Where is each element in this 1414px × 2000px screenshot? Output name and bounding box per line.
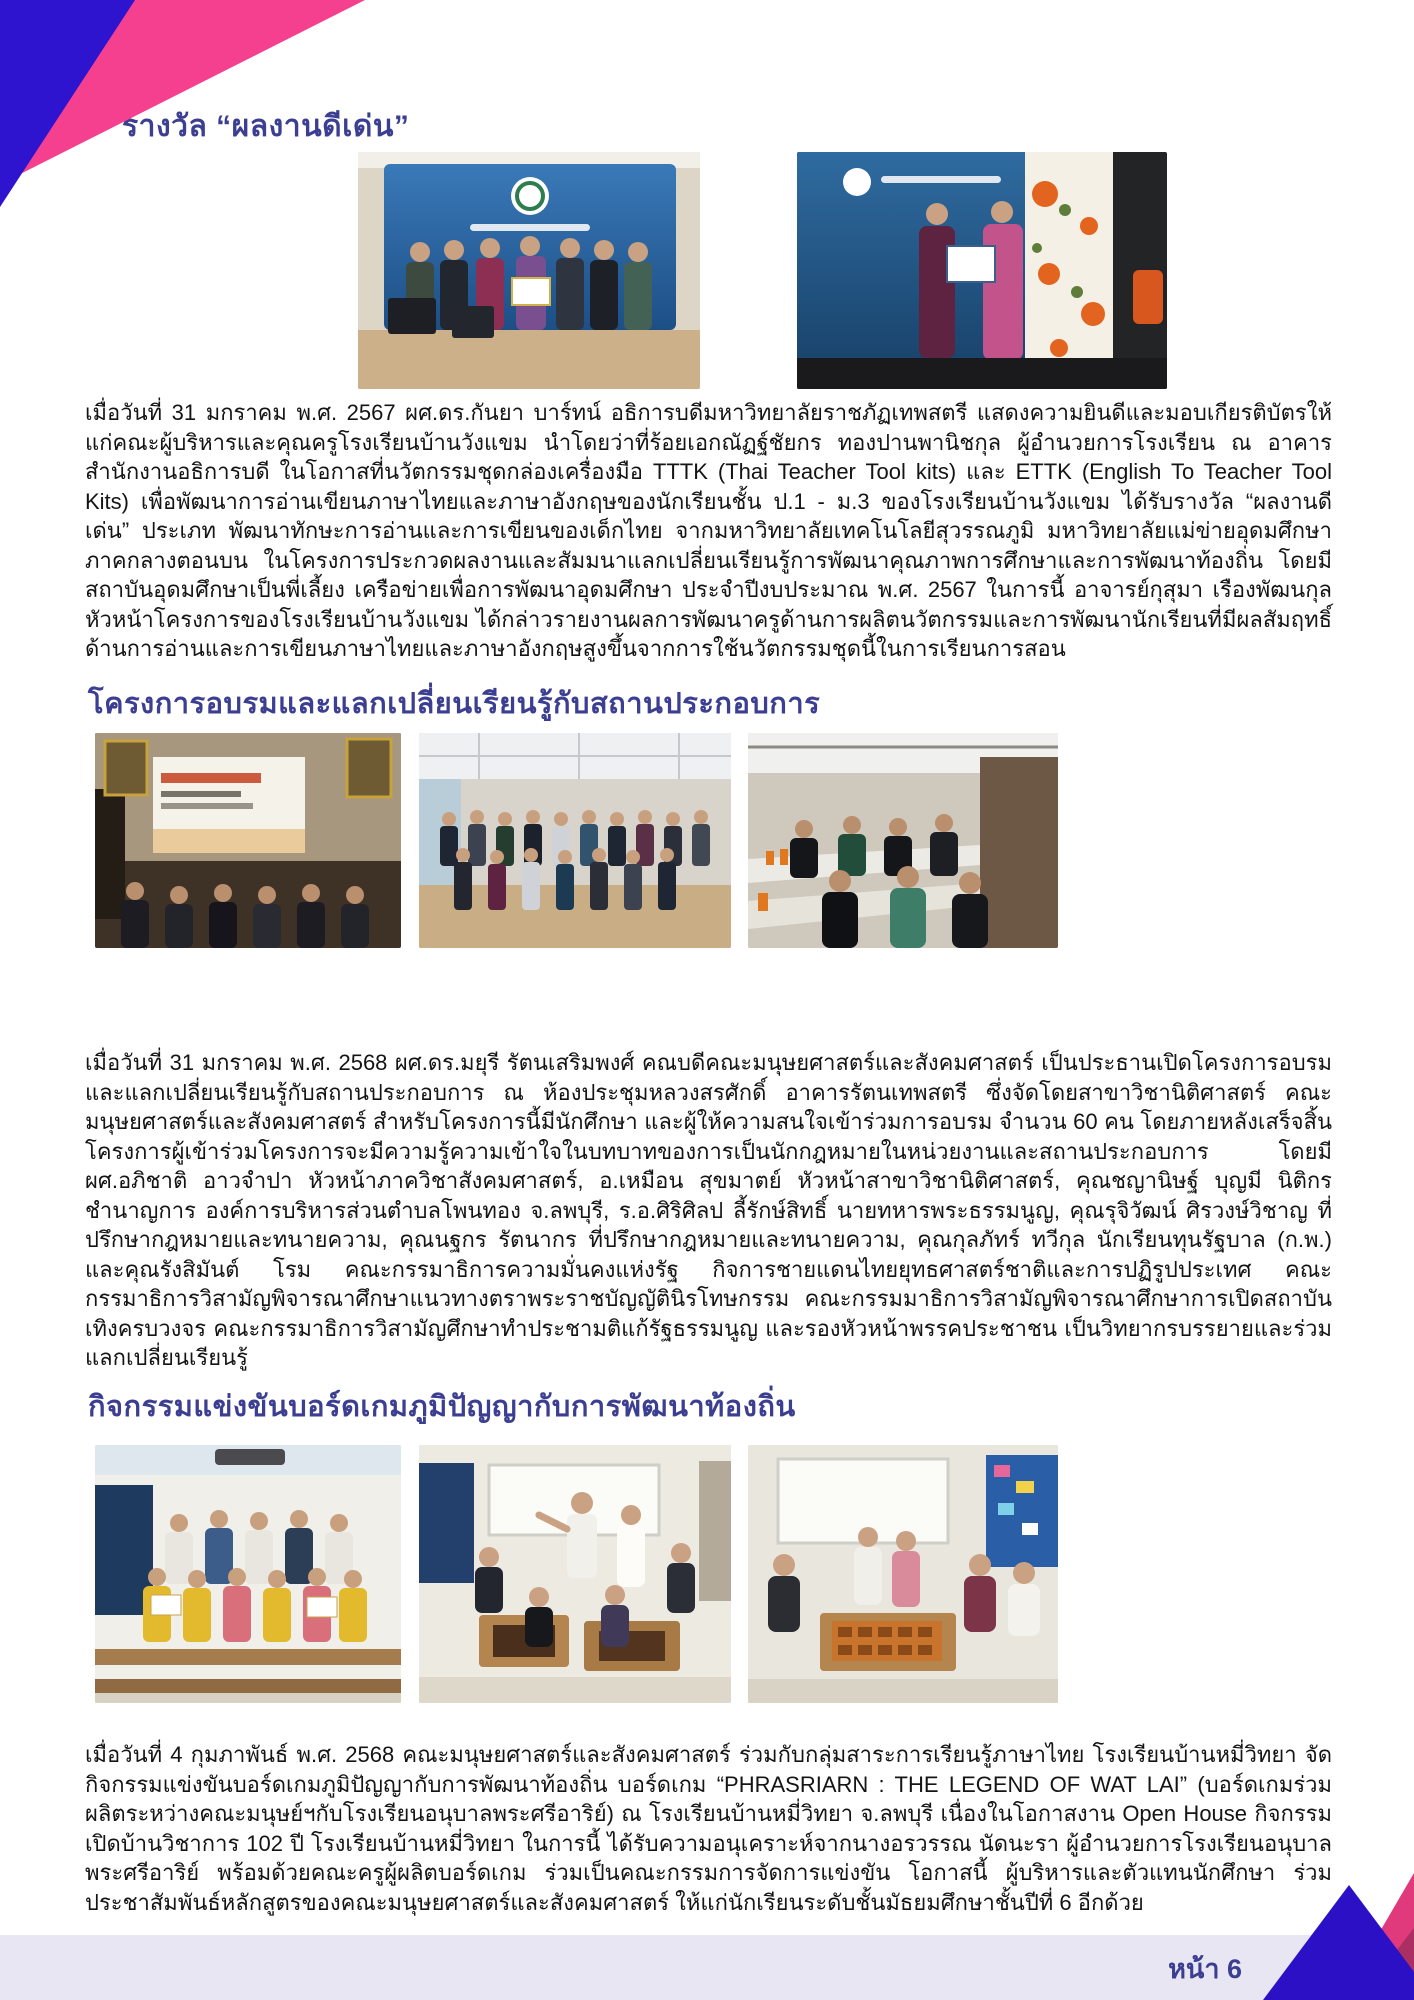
photo-boardgame-play-2-illustration: [748, 1445, 1058, 1703]
photo-seminar-screen: [95, 733, 401, 948]
section-title-boardgame: กิจกรรมแข่งขันบอร์ดเกมภูมิปัญญากับการพัฒนาท้องถิ่น: [88, 1391, 796, 1423]
photo-seminar-audience: [748, 733, 1058, 948]
photo-seminar-audience-illustration: [748, 733, 1058, 948]
page-number-label: หน้า 6: [1168, 1954, 1242, 1984]
photo-seminar-group: [419, 733, 731, 948]
photo-boardgame-class-group-illustration: [95, 1445, 401, 1703]
photo-seminar-group-illustration: [419, 733, 731, 948]
section-body-boardgame: เมื่อวันที่ 4 กุมภาพันธ์ พ.ศ. 2568 คณะมนุษยศาสตร์และสังคมศาสตร์ ร่วมกับกลุ่มสาระการเรียนรู้ภาษาไทย โรงเรียนบ้านหมี่วิทยา จัดกิจกรรมแข่งขันบอร์ดเกมภูมิปัญญากับการพัฒนาท้องถิ่น บอร์ดเกม “PHRASRIARN : THE LEGEND OF WAT LAI” (บอร์ดเกมร่วมผลิตระหว่างคณะมนุษย์ฯกับโรงเรียนอนุบาลพระศรีอาริย์) ณ โรงเรียนบ้านหมี่วิทยา จ.ลพบุรี เนื่องในโอกาสงาน Open House กิจกรรมเปิดบ้านวิชาการ 102 ปี โรงเรียนบ้านหมี่วิทยา ในการนี้ ได้รับความอนุเคราะห์จากนางอรวรรณ นัดนะรา ผู้อำนวยการโรงเรียนอนุบาลพระศรีอาริย์ พร้อมด้วยคณะครูผู้ผลิตบอร์ดเกม ร่วมเป็นคณะกรรมการจัดการแข่งขัน โอกาสนี้ ผู้บริหารและตัวแทนนักศึกษา ร่วมประชาสัมพันธ์หลักสูตรของคณะมนุษยศาสตร์และสังคมศาสตร์ ให้แก่นักเรียนระดับชั้นมัธยมศึกษาชั้นปีที่ 6 อีกด้วย: [85, 1742, 1332, 1915]
photo-award-certificate-illustration: [797, 152, 1167, 389]
section-title-award: รางวัล “ผลงานดีเด่น”: [122, 110, 410, 143]
photo-award-certificate: [797, 152, 1167, 389]
photo-seminar-screen-illustration: [95, 733, 401, 948]
photo-boardgame-play-1: [419, 1445, 731, 1703]
section-body-award: เมื่อวันที่ 31 มกราคม พ.ศ. 2567 ผศ.ดร.กันยา บาร์ทน์ อธิการบดีมหาวิทยาลัยราชภัฏเทพสตรี แสดงความยินดีและมอบเกียรติบัตรให้แก่คณะผู้บริหารและคุณครูโรงเรียนบ้านวังแขม นำโดยว่าที่ร้อยเอกณัฏฐ์ชัยกร ทองปานพานิชกุล ผู้อำนวยการโรงเรียน ณ อาคารสำนักงานอธิการบดี ในโอกาสที่นวัตกรรมชุดกล่องเครื่องมือ TTTK (Thai Teacher Tool kits) และ ETTK (English To Teacher Tool Kits) เพื่อพัฒนาการอ่านเขียนภาษาไทยและภาษาอังกฤษของนักเรียนชั้น ป.1 - ม.3 ของโรงเรียนบ้านวังแขม ได้รับรางวัล “ผลงานดีเด่น” ประเภท พัฒนาทักษะการอ่านและการเขียนของเด็กไทย จากมหาวิทยาลัยเทคโนโลยีสุวรรณภูมิ มหาวิทยาลัยแม่ข่ายอุดมศึกษาภาคกลางตอนบน ในโครงการประกวดผลงานและสัมมนาแลกเปลี่ยนเรียนรู้การพัฒนาคุณภาพการศึกษาและการพัฒนาท้องถิ่น โดยมีสถาบันอุดมศึกษาเป็นพี่เลี้ยง เครือข่ายเพื่อการพัฒนาอุดมศึกษา ประจำปีงบประมาณ พ.ศ. 2567 ในการนี้ อาจารย์กุสุมา เรืองพัฒนกุล หัวหน้าโครงการของโรงเรียนบ้านวังแขม ได้กล่าวรายงานผลการพัฒนาครูด้านการผลิตนวัตกรรมและการพัฒนานักเรียนที่มีผลสัมฤทธิ์ด้านการอ่านและการเขียนภาษาไทยและภาษาอังกฤษสูงขึ้นจากการใช้นวัตกรรมชุดนี้ในการเรียนการสอน: [85, 400, 1332, 661]
section-body-training: เมื่อวันที่ 31 มกราคม พ.ศ. 2568 ผศ.ดร.มยุรี รัตนเสริมพงศ์ คณบดีคณะมนุษยศาสตร์และสังคมศาสตร์ เป็นประธานเปิดโครงการอบรมและแลกเปลี่ยนเรียนรู้กับสถานประกอบการ ณ ห้องประชุมหลวงสรศักดิ์ อาคารรัตนเทพสตรี ซึ่งจัดโดยสาขาวิชานิติศาสตร์ คณะมนุษยศาสตร์และสังคมศาสตร์ สำหรับโครงการนี้มีนักศึกษา และผู้ให้ความสนใจเข้าร่วมการอบรม จำนวน 60 คน โดยภายหลังเสร็จสิ้นโครงการผู้เข้าร่วมโครงการจะมีความรู้ความเข้าใจในบทบาทของการเป็นนักกฎหมายในหน่วยงานและสถานประกอบการ โดยมี ผศ.อภิชาติ อาวจำปา หัวหน้าภาควิชาสังคมศาสตร์, อ.เหมือน สุขมาตย์ หัวหน้าสาขาวิชานิติศาสตร์, คุณชญานิษฐ์ บุญมี นิติกร ชำนาญการ องค์การบริหารส่วนตำบลโพนทอง จ.ลพบุรี, ร.อ.ศิริศิลป ลี้รักษ์สิทธิ์ นายทหารพระธรรมนูญ, คุณรุจิวัฒน์ ศิรวงษ์วิชาญ ที่ปรึกษากฎหมายและทนายความ, คุณนฐกร รัตนากร ที่ปรึกษากฎหมายและทนายความ, คุณกุลภัทร์ ทวีกุล นักเรียนทุนรัฐบาล (ก.พ.) และคุณรังสิมันต์ โรม คณะกรรมาธิการความมั่นคงแห่งรัฐ กิจการชายแดนไทยยุทธศาสตร์ชาติและการปฏิรูปประเทศ คณะกรรมาธิการวิสามัญพิจารณาศึกษาแนวทางตราพระราชบัญญัตินิรโทษกรรม คณะกรรมมาธิการวิสามัญพิจารณาศึกษาการเปิดสถาบันเทิงครบวงจร คณะกรรมาธิการวิสามัญศึกษาทำประชามติแก้รัฐธรรมนูญ และรองหัวหน้าพรรคประชาชน เป็นวิทยากรบรรยายและร่วมแลกเปลี่ยนเรียนรู้: [85, 1050, 1332, 1370]
photo-boardgame-play-2: [748, 1445, 1058, 1703]
photo-boardgame-class-group: [95, 1445, 401, 1703]
photo-award-group-illustration: [358, 152, 700, 389]
photo-award-group: [358, 152, 700, 389]
section-title-training: โครงการอบรมและแลกเปลี่ยนเรียนรู้กับสถานประกอบการ: [88, 688, 821, 720]
photo-boardgame-play-1-illustration: [419, 1445, 731, 1703]
